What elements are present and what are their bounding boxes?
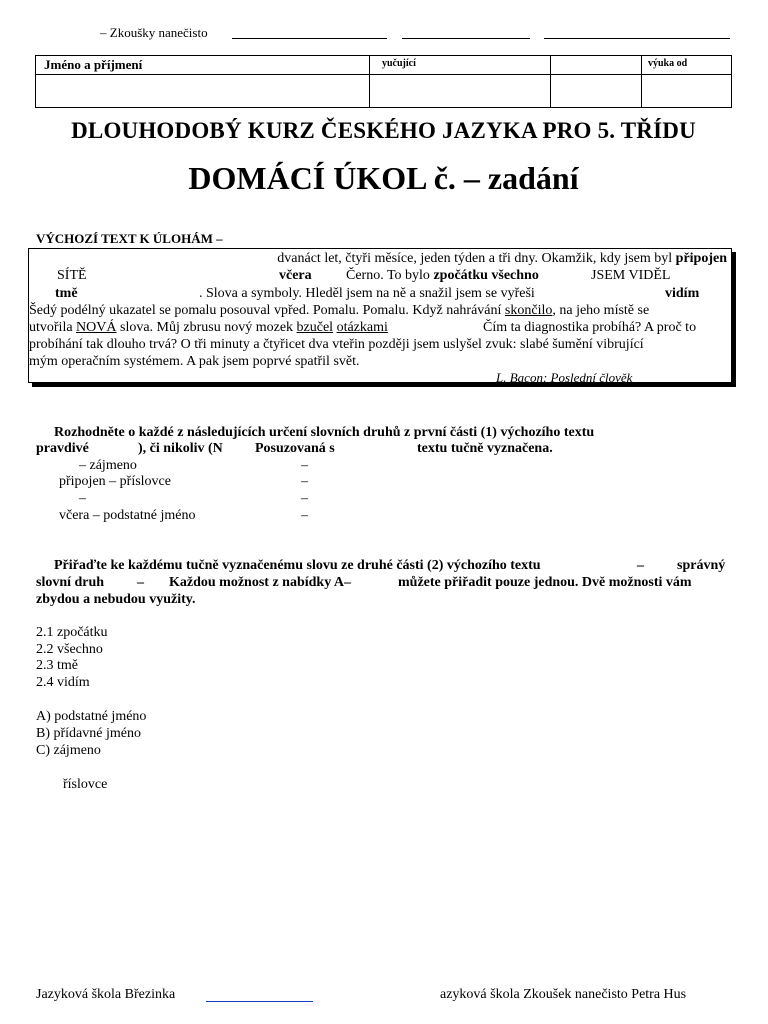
task2-line2a: slovní druh [36,575,105,590]
task2-word-item: 2.3 tmě [36,658,78,673]
task1-answer-slot[interactable]: – [301,508,308,523]
footer-link-line[interactable] [206,1001,313,1002]
text-line-5: utvořila NOVÁ slova. Můj zbrusu nový mozek bzučel otázkami [29,320,388,335]
task1-item: – [79,491,86,506]
text-line-2a: SÍTĚ [57,268,87,283]
task1-item: připojen – příslovce [59,474,171,489]
task1-instruction: Rozhodněte o každé z následujících určení slovních druhů z první části (1) výchozího textu [54,425,595,440]
task2-word-item: 2.1 zpočátku [36,625,108,640]
task2-word-item: 2.4 vidím [36,675,90,690]
task1-line2b: ), či nikoliv (N [138,441,223,456]
homework-title: DOMÁCÍ ÚKOL č. – zadání [188,160,579,196]
task2-word-item: 2.2 všechno [36,642,103,657]
text-line-2b: včera [279,268,312,283]
task2-extra-text: říslovce [63,777,108,792]
footer-left-text: Jazyková škola Březinka [36,987,176,1002]
attribution: L. Bacon: Poslední člověk [496,370,633,385]
task1-line2d: textu tučně vyznačena. [417,441,553,456]
task2-line2b: – [137,575,144,590]
task2-dash: – [637,558,644,573]
text-line-3b: . Slova a symboly. Hleděl jsem na ně a snažil jsem se vyřeši [199,286,535,301]
table-col-divider [550,56,551,107]
task2-line2c: Každou možnost z nabídky A– [169,575,352,590]
teacher-field[interactable] [372,76,547,106]
footer-right-text: azyková škola Zkoušek nanečisto Petra Hus [440,987,687,1002]
task1-line2c: Posuzovaná s [255,441,335,456]
text-line-4: Šedý podélný ukazatel se pomalu posouval vpřed. Pomalu. Pomalu. Když nahrávání skončilo, na jeho místě se [29,303,650,318]
top-label: – Zkoušky nanečisto [100,25,208,40]
task1-line2a: pravdivé [36,441,89,456]
task2-option: A) podstatné jméno [36,709,147,724]
task1-item: – zájmeno [79,458,137,473]
text-line-5g: Čím ta diagnostika probíhá? A proč to [483,320,697,335]
task1-item: včera – podstatné jméno [59,508,196,523]
blank-line-2 [402,38,530,39]
text-line-7: mým operačním systémem. A pak jsem poprvé spatřil svět. [29,354,360,369]
text-line-1: dvanáct let, čtyři měsíce, jeden týden a tři dny. Okamžik, kdy jsem byl připojen [277,251,727,266]
task2-line3: zbydou a nebudou využity. [36,592,196,607]
table-divider [36,74,731,75]
name-label: Jméno a příjmení [44,57,143,72]
name-field[interactable] [38,76,366,106]
task1-answer-slot[interactable]: – [301,458,308,473]
source-text-box [28,248,732,383]
text-line-3a: tmě [55,286,78,301]
course-title: DLOUHODOBÝ KURZ ČESKÉHO JAZYKA PRO 5. TŘÍDU [71,118,696,143]
blank-line-1 [232,38,387,39]
text-line-6: probíhání tak dlouho trvá? O tři minuty a čtyřicet dva vteřin později jsem uslyšel zvuk: slabé šumění vibrující [29,337,644,352]
table-col-divider [641,56,642,107]
blank-line-3 [544,38,730,39]
task1-answer-slot[interactable]: – [301,474,308,489]
task2-line2d: můžete přiřadit pouze jednou. Dvě možnosti vám [398,575,692,590]
text-line-2e: JSEM VIDĚL [591,268,671,283]
task2-word: správný [677,558,726,573]
teacher-label: yučující [382,58,416,69]
table-col-divider [369,56,370,107]
task2-option: B) přídavné jméno [36,726,141,741]
teaching-from-field[interactable] [644,76,730,106]
task2-option: C) zájmeno [36,743,101,758]
header-table [35,55,732,108]
task2-instruction: Přiřaďte ke každému tučně vyznačenému slovu ze druhé části (2) výchozího textu [54,558,541,573]
task1-answer-slot[interactable]: – [301,491,308,506]
teaching-from-label: výuka od [648,58,688,69]
extra-field[interactable] [553,76,638,106]
text-line-3c: vidím [665,286,700,301]
text-line-2c: Černo. To bylo zpočátku všechno [346,268,539,283]
source-text-heading: VÝCHOZÍ TEXT K ÚLOHÁM – [36,231,223,246]
